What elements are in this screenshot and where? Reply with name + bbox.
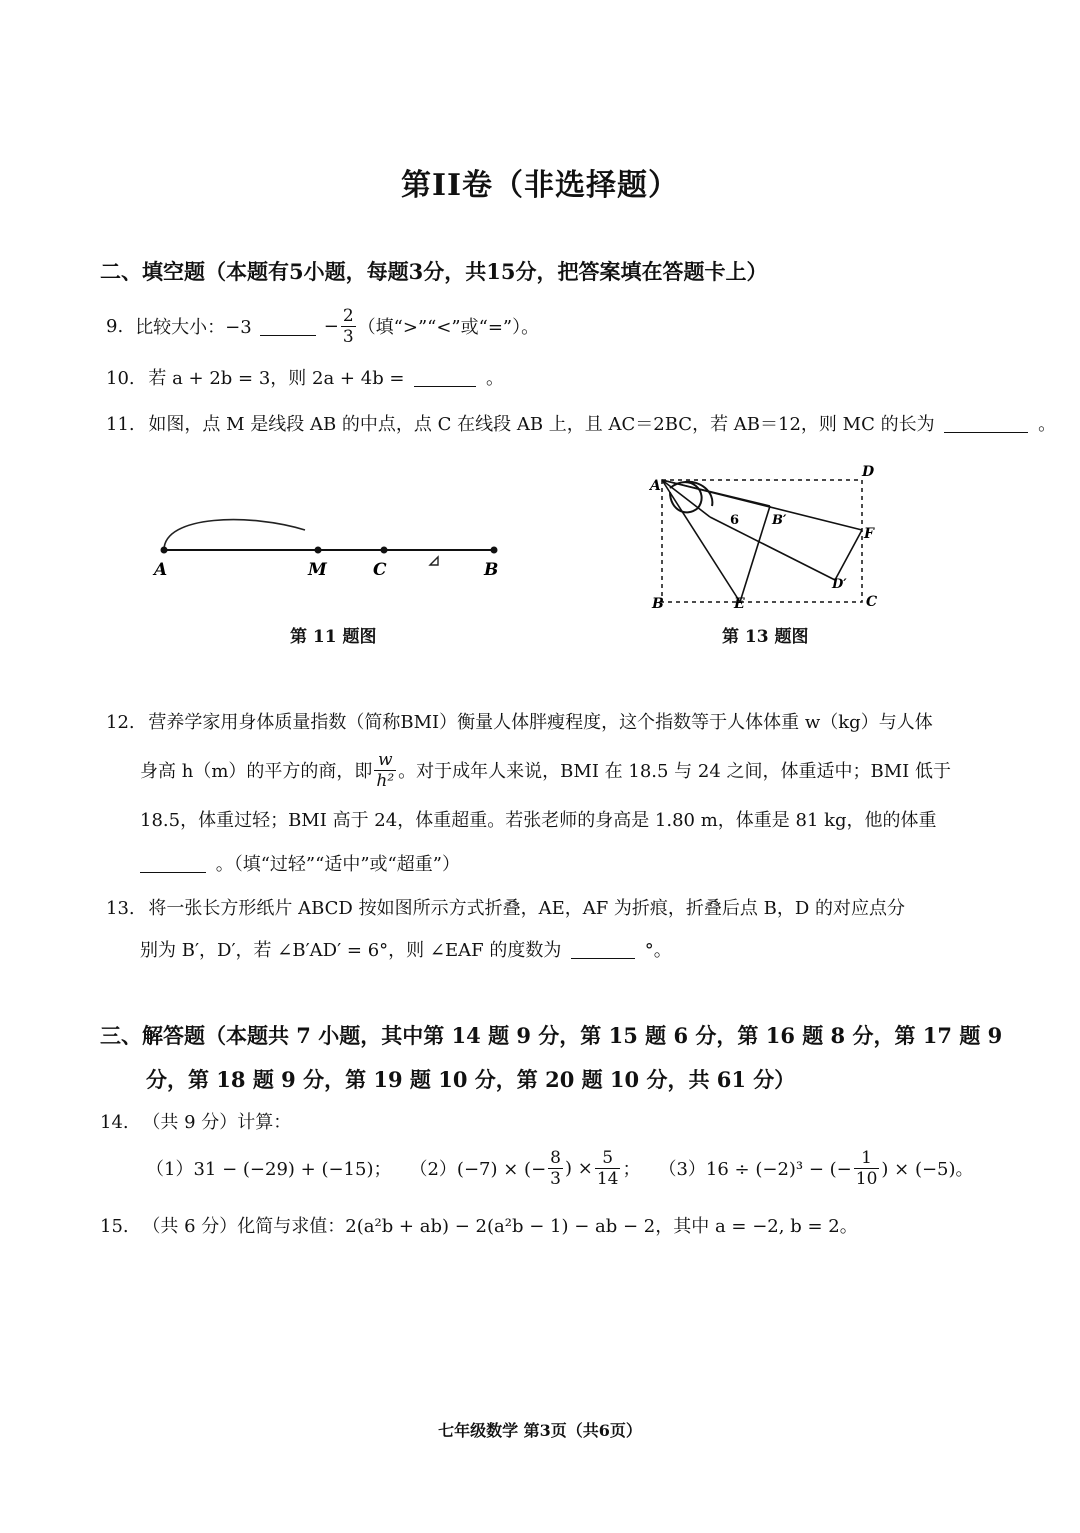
label-m: M [308,560,327,580]
label-a: A [154,560,168,580]
question-text: 别为 B′，D′，若 ∠B′AD′ = 6°，则 ∠EAF 的度数为 [140,940,562,961]
fraction [595,1148,621,1189]
question-number: 10. [106,368,135,389]
label-b: B [652,596,664,612]
section-3-heading-line-1: 三、解答题（本题共 7 小题，其中第 14 题 9 分，第 15 题 6 分，第 16 题 8 分，第 17 题 9 [100,1023,1003,1048]
neg-sign: − [323,315,339,337]
question-number: 12. [106,712,135,733]
point-c [381,547,388,554]
numerator: 1 [861,1147,872,1168]
fold-d-prime-f [835,530,862,580]
denominator: 14 [596,1168,619,1189]
question-text: 如图，点 M 是线段 AB 的中点，点 C 在线段 AB 上，且 AC＝2BC，若 AB＝12，则 MC 的长为 [148,414,935,435]
point-m [315,547,322,554]
denominator: h² [376,770,395,791]
question-11 [106,410,1056,436]
question-text: 比较大小：−3 [135,317,252,338]
fraction [548,1148,563,1189]
question-number: 9. [106,315,124,337]
numerator: 2 [342,305,354,326]
numerator: 8 [550,1147,561,1168]
label-b: B [484,560,499,580]
question-text: 身高 h（m）的平方的商，即 [140,761,373,782]
period: 。 [485,368,504,389]
question-number: 15. [100,1216,129,1237]
question-text: 。对于成年人来说，BMI 在 18.5 与 24 之间，体重适中；BMI 低于 [398,761,952,782]
question-text: （共 9 分）计算： [142,1112,292,1133]
point-b [491,547,498,554]
answer-blank[interactable] [944,414,1028,433]
label-a: A [650,478,661,494]
fraction [341,306,356,347]
answer-blank[interactable] [571,940,635,959]
numerator: w [377,749,393,770]
label-c: C [866,594,878,610]
question-hint: （填“>”“<”或“=”）。 [357,317,540,338]
sketch-arc [164,520,305,550]
part-3-a: （3）16 ÷ (−2)³ − (− [658,1159,852,1180]
figure-11 [140,505,520,595]
period: 。 [1038,414,1057,435]
question-13-line-1 [106,894,905,920]
fraction [854,1148,880,1189]
part-3-b: ) × (−5)。 [881,1159,974,1180]
part-1: （1）31 − (−29) + (−15)； [146,1159,392,1180]
question-number: 11. [106,414,135,435]
label-d-prime: D′ [832,577,847,592]
answer-blank[interactable] [260,317,316,336]
question-14-parts [146,1142,974,1194]
question-text: 若 a + 2b = 3，则 2a + 4b = [148,368,405,389]
numerator: 5 [602,1147,614,1168]
figure-13-caption: 第 13 题图 [722,627,809,647]
question-12-line-2 [140,748,951,792]
question-15 [100,1212,858,1238]
part-2-c: ； [622,1159,641,1180]
question-hint: 。（填“过轻”“适中”或“超重”） [215,854,460,875]
question-number: 13. [106,898,135,919]
question-12-line-4 [140,850,460,876]
denominator: 3 [342,326,354,347]
section-2-heading: 二、填空题（本题有5小题，每题3分，共15分，把答案填在答题卡上） [100,259,768,284]
point-a [161,547,168,554]
page-title: 第II卷（非选择题） [400,168,680,203]
question-9 [106,304,539,348]
denominator: 3 [550,1168,561,1189]
question-text: （共 6 分）化简与求值：2(a²b + ab) − 2(a²b − 1) − ab − 2，其中 a = −2, b = 2。 [142,1216,858,1237]
bmi-fraction [374,750,396,791]
figure-11-caption: 第 11 题图 [290,627,377,647]
handwritten-6: 6 [730,513,740,528]
answer-blank[interactable] [140,854,206,873]
question-12-line-3: 18.5，体重过轻；BMI 高于 24，体重超重。若张老师的身高是 1.80 m，体重是 81 kg，他的体重 [140,810,937,831]
question-14 [100,1108,291,1134]
part-2-a: （2）(−7) × (− [409,1159,547,1180]
page-footer: 七年级数学 第3页（共6页） [438,1421,642,1440]
figure-13 [640,462,890,612]
pencil-mark [430,557,438,565]
label-b-prime: B′ [772,513,787,528]
section-3-heading-line-2: 分，第 18 题 9 分，第 19 题 10 分，第 20 题 10 分，共 61 分） [146,1067,796,1092]
label-c: C [373,560,387,580]
question-number: 14. [100,1112,129,1133]
question-12-line-1 [106,708,933,734]
question-text: 营养学家用身体质量指数（简称BMI）衡量人体胖瘦程度，这个指数等于人体体重 w（kg）与人体 [148,712,933,733]
label-f: F [864,526,874,542]
denominator: 10 [855,1168,878,1189]
part-2-b: ) × [564,1157,593,1179]
answer-blank[interactable] [414,368,476,387]
label-d: D [862,464,875,480]
question-13-line-2 [140,936,672,962]
label-e: E [734,596,745,612]
fold-b-prime-e [740,506,770,602]
degree-end: °。 [644,940,672,961]
question-text: 将一张长方形纸片 ABCD 按如图所示方式折叠，AE，AF 为折痕，折叠后点 B，D 的对应点分 [148,898,906,919]
question-10 [106,364,504,390]
